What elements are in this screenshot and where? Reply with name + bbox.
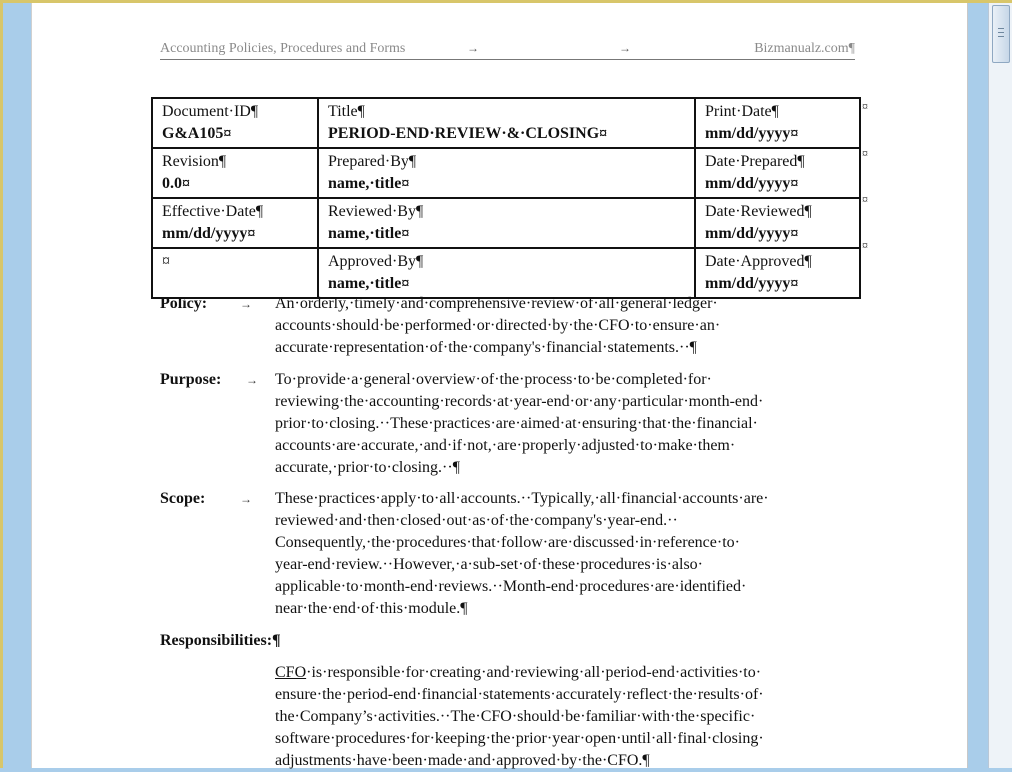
text-line: Consequently,·the·procedures·that·follow·are·discussed·in·reference·to· [275,534,740,551]
cell-value: PERIOD-END·REVIEW·&·CLOSING¤ [328,125,608,142]
tab-arrow-icon: → [240,297,252,311]
text-line: reviewed·and·then·closed·out·as·of·the·company's·year-end.·· [275,512,678,529]
table-row [152,248,860,298]
grip-line-icon [998,32,1004,33]
left-gutter [3,3,31,768]
text-line: the·Company’s·activities.··The·CFO·should·be·familiar·with·the·specific· [275,708,756,725]
text-line [275,662,855,684]
cell-label: Effective·Date¶ [162,203,264,220]
page-header [160,39,855,60]
text-line: prior·to·closing.··These·practices·are·aimed·at·ensuring·that·the·financial· [275,415,758,432]
cell-label: Date·Prepared¶ [705,153,805,170]
responsibilities-text [275,662,855,772]
text-line: An·orderly,·timely·and·comprehensive·review·of·all·general·ledger· [275,295,718,312]
row-end-mark: ¤ [862,238,868,252]
text-line: year-end·review.··However,·a·sub-set·of·these·procedures·is·also· [275,556,704,573]
table-cell[interactable] [318,198,695,248]
text-line: near·the·end·of·this·module.¶ [275,600,468,617]
tab-arrow-icon: → [240,492,252,506]
text-line: reviewing·the·accounting·records·at·year-end·or·any·particular·month-end· [275,393,764,410]
table-cell[interactable] [318,248,695,298]
grip-line-icon [998,28,1004,29]
text-line: accurate,·prior·to·closing.··¶ [275,459,460,476]
cell-value: mm/dd/yyyy¤ [162,225,256,242]
table-cell[interactable] [695,148,860,198]
text-line: software·procedures·for·keeping·the·prior·year·open·until·all·final·closing· [275,730,764,747]
purpose-text [275,369,855,479]
row-end-mark: ¤ [862,146,868,160]
document-info-table [151,97,861,299]
header-title: Accounting Policies, Procedures and Forms [160,41,406,56]
cell-label: Reviewed·By¶ [328,203,424,220]
text-fragment: ·is·responsible·for·creating·and·reviewing·all·period-end·activities·to· [306,664,762,681]
grip-line-icon [998,36,1004,37]
cell-label: Prepared·By¶ [328,153,417,170]
table-cell[interactable] [152,98,318,148]
tab-arrow-icon: → [619,41,631,55]
cell-label: Revision¶ [162,153,227,170]
table-row [152,98,860,148]
text-line: To·provide·a·general·overview·of·the·process·to·be·completed·for· [275,371,712,388]
cell-value: name,·title¤ [328,175,410,192]
text-line: applicable·to·month-end·reviews.··Month-end·procedures·are·identified· [275,578,747,595]
cell-value: G&A105¤ [162,125,232,142]
scrollbar-thumb[interactable] [992,5,1010,63]
cell-label: Approved·By¶ [328,253,424,270]
cell-value: mm/dd/yyyy¤ [705,175,799,192]
tab-arrow-icon: → [246,373,258,387]
table-cell[interactable] [318,148,695,198]
row-end-mark: ¤ [862,192,868,206]
table-row [152,198,860,248]
tab-arrow-icon: → [467,41,479,55]
scope-label: Scope: [160,490,206,507]
policy-text [275,293,855,359]
text-line: accurate·representation·of·the·company's·financial·statements.··¶ [275,339,697,356]
row-end-mark: ¤ [862,99,868,113]
cell-value: name,·title¤ [328,225,410,242]
table-cell[interactable] [152,148,318,198]
text-line: accounts·should·be·performed·or·directed·by·the·CFO·to·ensure·an· [275,317,721,334]
text-line: ensure·the·period-end·financial·statements·accurately·reflect·the·results·of· [275,686,764,703]
text-line: These·practices·apply·to·all·accounts.··Typically,·all·financial·accounts·are· [275,490,769,507]
cell-label: Document·ID¶ [162,103,259,120]
responsibilities-label: Responsibilities:¶ [160,632,281,649]
table-cell[interactable] [695,248,860,298]
purpose-label: Purpose: [160,371,222,388]
cell-label: ¤ [162,253,170,270]
table-cell[interactable] [318,98,695,148]
vertical-scrollbar[interactable] [988,3,1012,768]
table-cell[interactable] [152,248,318,298]
cell-value: mm/dd/yyyy¤ [705,225,799,242]
text-line: accounts·are·accurate,·and·if·not,·are·properly·adjusted·to·make·them· [275,437,736,454]
cell-label: Date·Approved¶ [705,253,812,270]
table-cell[interactable] [152,198,318,248]
cfo-term: CFO [275,664,307,681]
cell-label: Title¶ [328,103,365,120]
cell-value: name,·title¤ [328,275,410,292]
policy-label: Policy: [160,295,208,312]
document-page[interactable] [31,3,968,768]
table-cell[interactable] [695,198,860,248]
cell-value: 0.0¤ [162,175,190,192]
cell-value: mm/dd/yyyy¤ [705,275,799,292]
header-site: Bizmanualz.com¶ [754,41,855,56]
table-cell[interactable] [695,98,860,148]
cell-label: Print·Date¶ [705,103,779,120]
cell-label: Date·Reviewed¶ [705,203,812,220]
text-line: adjustments·have·been·made·and·approved·by·the·CFO.¶ [275,752,650,769]
scope-text [275,488,855,620]
table-row [152,148,860,198]
cell-value: mm/dd/yyyy¤ [705,125,799,142]
right-gutter [966,3,988,768]
